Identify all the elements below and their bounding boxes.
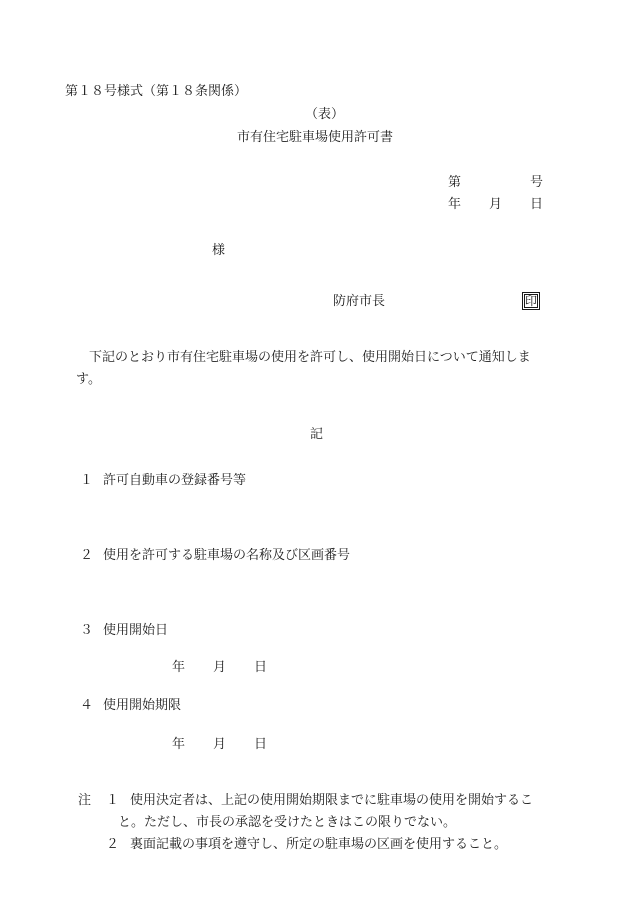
item-3-label: 使用開始日 <box>103 623 169 638</box>
item-1-number: １ <box>80 473 94 488</box>
deadline-date-day: 日 <box>254 737 268 752</box>
issue-date-year: 年 <box>448 197 462 212</box>
start-date-month: 月 <box>213 660 227 675</box>
notes-label: 注 <box>78 793 92 808</box>
note-1-line-2: と。ただし、市長の承認を受けたときはこの限りでない。 <box>118 815 457 830</box>
seal-mark: 印 <box>522 292 540 310</box>
item-4-label: 使用開始期限 <box>103 698 182 713</box>
deadline-date-year: 年 <box>172 737 186 752</box>
start-date-year: 年 <box>172 660 186 675</box>
issue-date-month: 月 <box>489 197 503 212</box>
note-1-line-1: 使用決定者は、上記の使用開始期限までに駐車場の使用を開始するこ <box>130 793 534 808</box>
issue-date-day: 日 <box>530 197 544 212</box>
start-date-day: 日 <box>254 660 268 675</box>
body-text-line-1: 下記のとおり市有住宅駐車場の使用を許可し、使用開始日について通知しま <box>89 350 531 365</box>
item-1-label: 許可自動車の登録番号等 <box>103 473 247 488</box>
item-3-number: ３ <box>80 623 94 638</box>
item-4-number: ４ <box>80 698 94 713</box>
deadline-date-month: 月 <box>213 737 227 752</box>
form-number: 第１８号様式（第１８条関係） <box>65 84 248 99</box>
note-2-text: 裏面記載の事項を遵守し、所定の駐車場の区画を使用すること。 <box>130 837 508 852</box>
doc-number-prefix: 第 <box>448 175 462 190</box>
doc-number-suffix: 号 <box>530 175 544 190</box>
addressee-suffix: 様 <box>212 243 226 258</box>
body-text-line-2: す。 <box>76 372 101 387</box>
issuer-name: 防府市長 <box>333 294 386 309</box>
side-label: （表） <box>305 107 345 122</box>
note-2-number: ２ <box>106 837 120 852</box>
item-2-label: 使用を許可する駐車場の名称及び区画番号 <box>103 548 351 563</box>
document-title: 市有住宅駐車場使用許可書 <box>237 130 394 145</box>
note-1-number: １ <box>106 793 120 808</box>
item-2-number: ２ <box>80 548 94 563</box>
ki-label: 記 <box>310 427 324 442</box>
